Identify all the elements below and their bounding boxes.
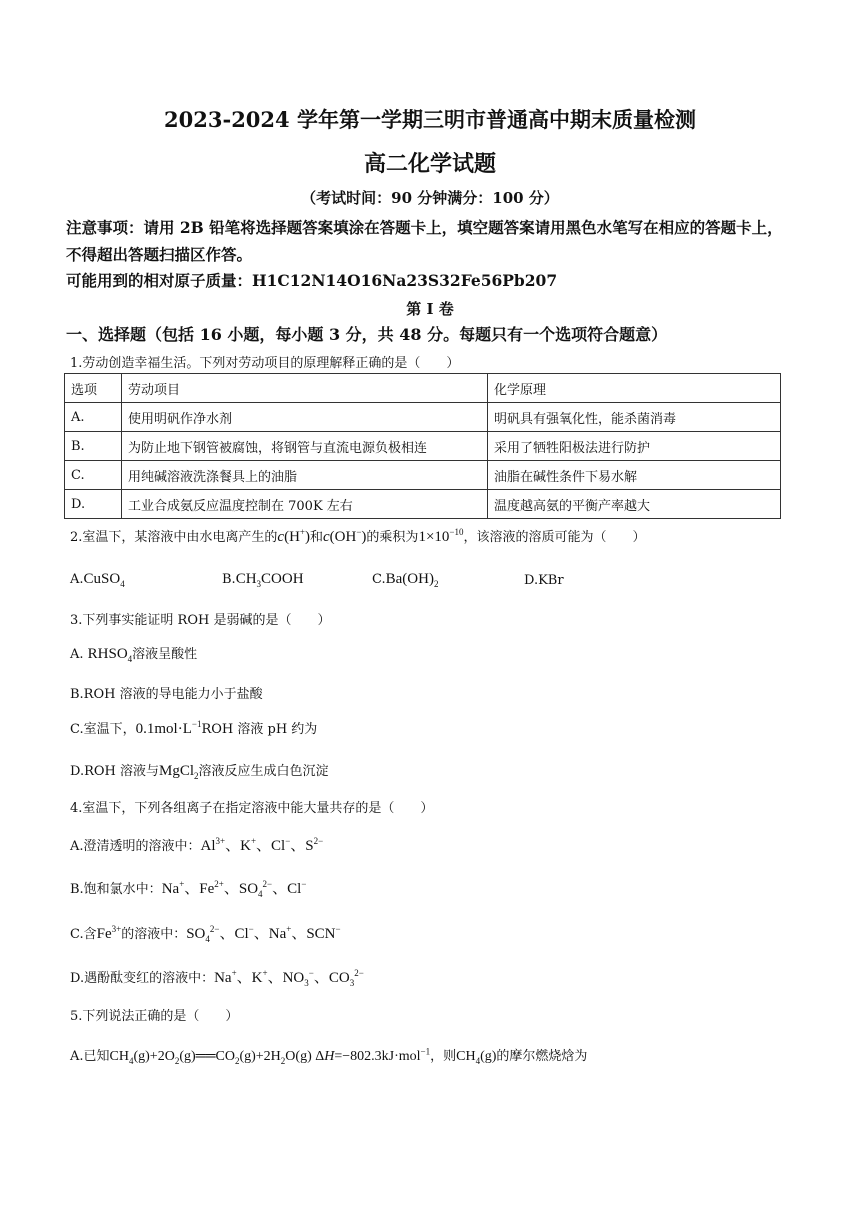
option-a [70, 571, 125, 589]
formula: $Fe^{3+}$ [96, 924, 122, 942]
exam-info: （考试时间：90 分钟满分：100 分） [301, 189, 559, 207]
question-4-stem: 4.室温下，下列各组离子在指定溶液中能大量共存的是（ ） [70, 801, 434, 816]
notice-text: 注意事项：请用 2B 铅笔将选择题答案填涂在答题卡上，填空题答案请用黑色水笔写在相应的答题卡上，不得超出答题扫描区作答。 [66, 218, 783, 264]
option-b: B.ROH 溶液的导电能力小于盐酸 [70, 687, 263, 702]
option-text: 的摩尔燃烧焓为 [496, 1049, 588, 1064]
question-1-stem: 1.劳动创造幸福生活。下列对劳动项目的原理解释正确的是（ ） [70, 356, 460, 371]
option-b [222, 571, 304, 589]
table-header-cell: 选项 [65, 374, 122, 403]
section-heading: 一、选择题（包括 16 小题，每小题 3 分，共 48 分。每题只有一个选项符合题意） [66, 325, 668, 344]
table-cell: 明矾具有强氧化性，能杀菌消毒 [488, 403, 781, 432]
formula: $Al^{3+}$、K+、Cl−、$S^{2-}$ [200, 836, 324, 854]
table-cell: 温度越高氨的平衡产率越大 [488, 490, 781, 519]
formula: $RHSO_4$ [87, 646, 133, 664]
option-text: A.已知 [70, 1049, 110, 1064]
question-2-stem [70, 526, 646, 546]
option-text: C.含 [70, 927, 97, 942]
table-row [65, 432, 781, 461]
formula: Na+、$Fe^{2+}$、$SO_4^{2-}$、Cl− [161, 879, 307, 899]
option-c [372, 571, 438, 589]
formula: $CH_4(g)$ [456, 1049, 497, 1066]
option-label: C. [372, 572, 386, 587]
table-cell: D. [65, 490, 122, 519]
table-header-cell: 化学原理 [488, 374, 781, 403]
formula: c(OH−) [323, 527, 367, 545]
option-c [70, 922, 341, 944]
table-cell: B. [65, 432, 122, 461]
option-text: D.遇酚酞变红的溶液中： [70, 971, 215, 986]
option-text: B.饱和氯水中： [70, 882, 162, 897]
q2-text-a: 2.室温下，某溶液中由水电离产生的 [70, 530, 278, 545]
option-d [70, 760, 329, 781]
question-1-table [64, 373, 781, 519]
q2-text-c: 的乘积为 [366, 530, 419, 545]
table-cell: 油脂在碱性条件下易水解 [488, 461, 781, 490]
formula: $SO_4^{2-}$、Cl−、Na+、SCN− [186, 924, 341, 944]
option-text: D.ROH 溶液与 [70, 764, 160, 779]
table-cell: 为防止地下钢管被腐蚀，将钢管与直流电源负极相连 [122, 432, 488, 461]
option-d [70, 966, 364, 988]
q2-text-b: 和 [309, 530, 323, 545]
option-label: B. [222, 572, 236, 587]
table-cell: 采用了牺牲阳极法进行防护 [488, 432, 781, 461]
option-a: A. $RHSO_4$溶液呈酸性 [70, 646, 198, 664]
table-cell: 工业合成氨反应温度控制在 700K 左右 [122, 490, 488, 519]
option-c [70, 718, 317, 738]
formula: $CH_3COOH$ [235, 571, 304, 589]
option-d: D.KBr [524, 573, 564, 588]
table-row [65, 490, 781, 519]
table-row [65, 403, 781, 432]
option-text: 溶液呈酸性 [132, 647, 198, 662]
option-a [70, 834, 323, 855]
exam-title: 2023-2024 学年第一学期三明市普通高中期末质量检测 [164, 107, 696, 132]
option-label: A. [70, 572, 84, 587]
option-text: C.室温下， [70, 722, 136, 737]
option-text: ，则 [430, 1049, 457, 1064]
table-row [65, 461, 781, 490]
exam-subtitle: 高二化学试题 [363, 151, 496, 177]
formula: c(H+) [277, 527, 310, 545]
formula: $0.1mol\cdot L^{-1}$ [135, 719, 202, 737]
question-5-stem: 5.下列说法正确的是（ ） [70, 1009, 239, 1024]
option-b [70, 877, 306, 899]
volume-label: 第 I 卷 [406, 300, 454, 318]
formula: $CH_4(g)+2O_2(g)══CO_2(g)+2H_2O(g)$ ΔH=−802.3kJ·mol$^{-1}$ [109, 1046, 431, 1066]
option-text: 的溶液中： [121, 927, 187, 942]
formula: MgCl$_2$ [159, 763, 199, 781]
table-cell: 用纯碱溶液洗涤餐具上的油脂 [122, 461, 488, 490]
formula: Na+、K+、$NO_3^-$、$CO_3^{2-}$ [214, 968, 364, 988]
formula: $Ba(OH)_2$ [385, 571, 439, 589]
table-cell: C. [65, 461, 122, 490]
option-text: ROH 溶液 pH 约为 [201, 722, 318, 737]
table-cell: A. [65, 403, 122, 432]
option-text: A.澄清透明的溶液中： [70, 839, 201, 854]
formula: $1\times 10^{-10}$ [418, 527, 464, 545]
formula: CuSO$_4$ [83, 571, 125, 589]
question-3-stem: 3.下列事实能证明 ROH 是弱碱的是（ ） [70, 613, 331, 628]
atomic-mass-text: 可能用到的相对原子质量：H1C12N14O16Na23S32Fe56Pb207 [66, 271, 558, 290]
option-a [70, 1045, 587, 1066]
table-header-row [65, 374, 781, 403]
table-cell: 使用明矾作净水剂 [122, 403, 488, 432]
option-text: 溶液反应生成白色沉淀 [198, 764, 329, 779]
q2-text-d: ，该溶液的溶质可能为（ ） [463, 530, 646, 545]
table-header-cell: 劳动项目 [122, 374, 488, 403]
